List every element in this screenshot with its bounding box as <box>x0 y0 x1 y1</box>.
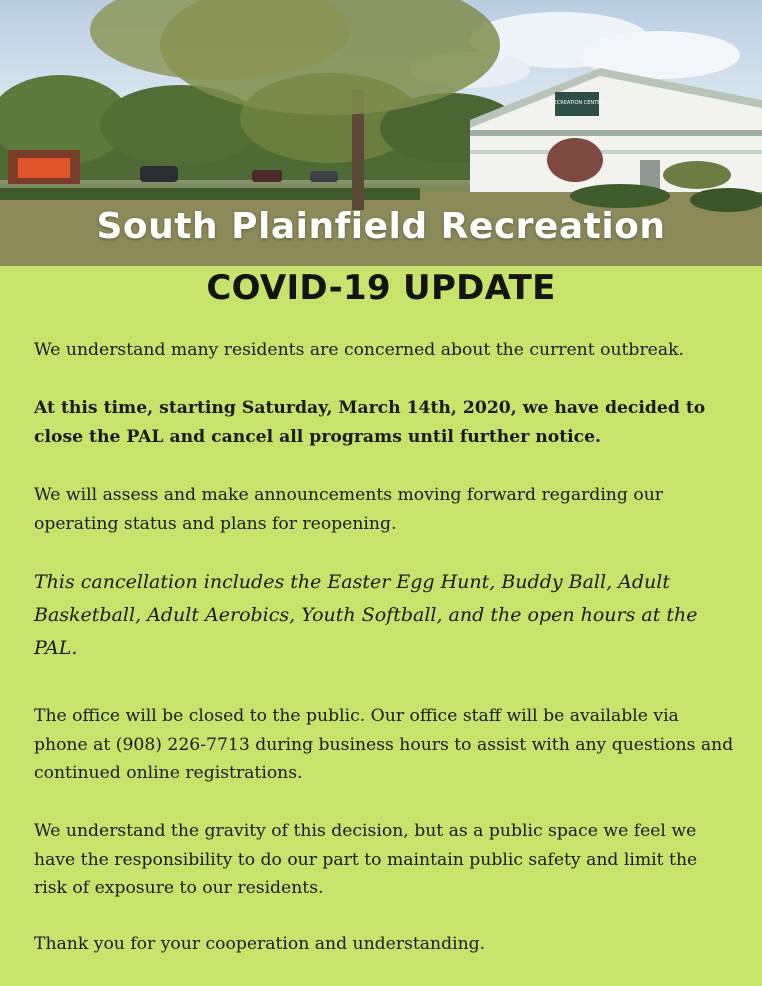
header-photo <box>0 0 762 266</box>
paragraph-office: The office will be closed to the public. Our office staff will be available via phone at (908) 226-7713 during business hours to assist with any questions and continued online registrations. <box>34 706 734 783</box>
paragraph-thanks: Thank you for your cooperation and understanding. <box>34 934 486 954</box>
paragraph-cancellations: This cancellation includes the Easter Egg Hunt, Buddy Ball, Adult Basketball, Adult Aerobics, Youth Softball, and the open hours at the PAL. <box>34 571 698 659</box>
page-title: South Plainfield Recreation <box>96 206 666 247</box>
paragraph-gravity: We understand the gravity of this decision, but as a public space we feel we have the responsibility to do our part to maintain public safety and limit the risk of exposure to our residents. <box>34 821 698 898</box>
paragraph-assess: We will assess and make announcements moving forward regarding our operating status and plans for reopening. <box>34 485 663 534</box>
building-sign-text: RECREATION CENTER <box>550 100 604 106</box>
paragraph-intro: We understand many residents are concerned about the current outbreak. <box>34 340 684 360</box>
update-heading: COVID-19 UPDATE <box>206 268 556 308</box>
paragraph-closure: At this time, starting Saturday, March 14th, 2020, we have decided to close the PAL and cancel all programs until further notice. <box>34 398 706 447</box>
